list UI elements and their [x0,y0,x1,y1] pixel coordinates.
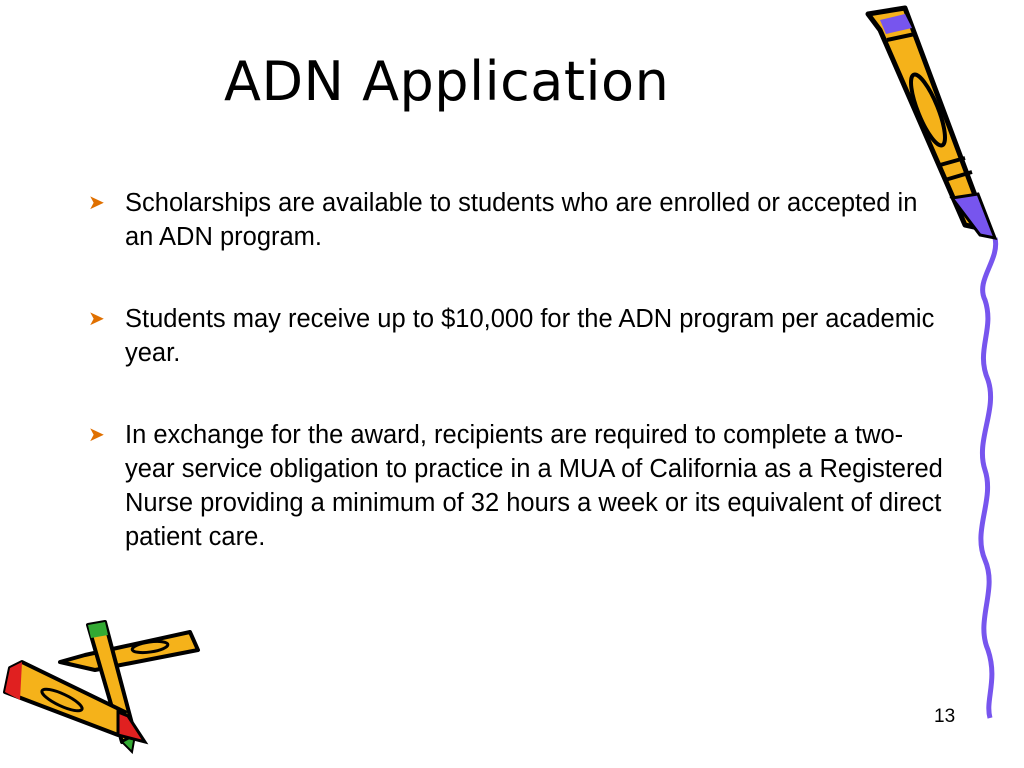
bullet-item [88,302,948,370]
bullet-text: Scholarships are available to students who are enrolled or accepted in an ADN program. [125,189,918,251]
squiggle-line [981,238,996,718]
arrow-bullet-icon: ➤ [88,308,105,330]
bullet-text: Students may receive up to $10,000 for the ADN program per academic year. [125,305,935,367]
bullet-item [88,418,948,554]
page-number: 13 [934,706,956,727]
arrow-bullet-icon: ➤ [88,424,105,446]
arrow-bullet-icon: ➤ [88,192,105,214]
bullet-list [88,186,948,602]
bullet-item [88,186,948,254]
slide-title: ADN Application [224,50,670,113]
bullet-text: In exchange for the award, recipients are required to complete a two-year service obligation to practice in a MUA of California as a Registered Nurse providing a minimum of 32 hours a week or its equivalent of direct patient care. [125,421,943,551]
pencils-icon-bottom-left [5,622,198,752]
